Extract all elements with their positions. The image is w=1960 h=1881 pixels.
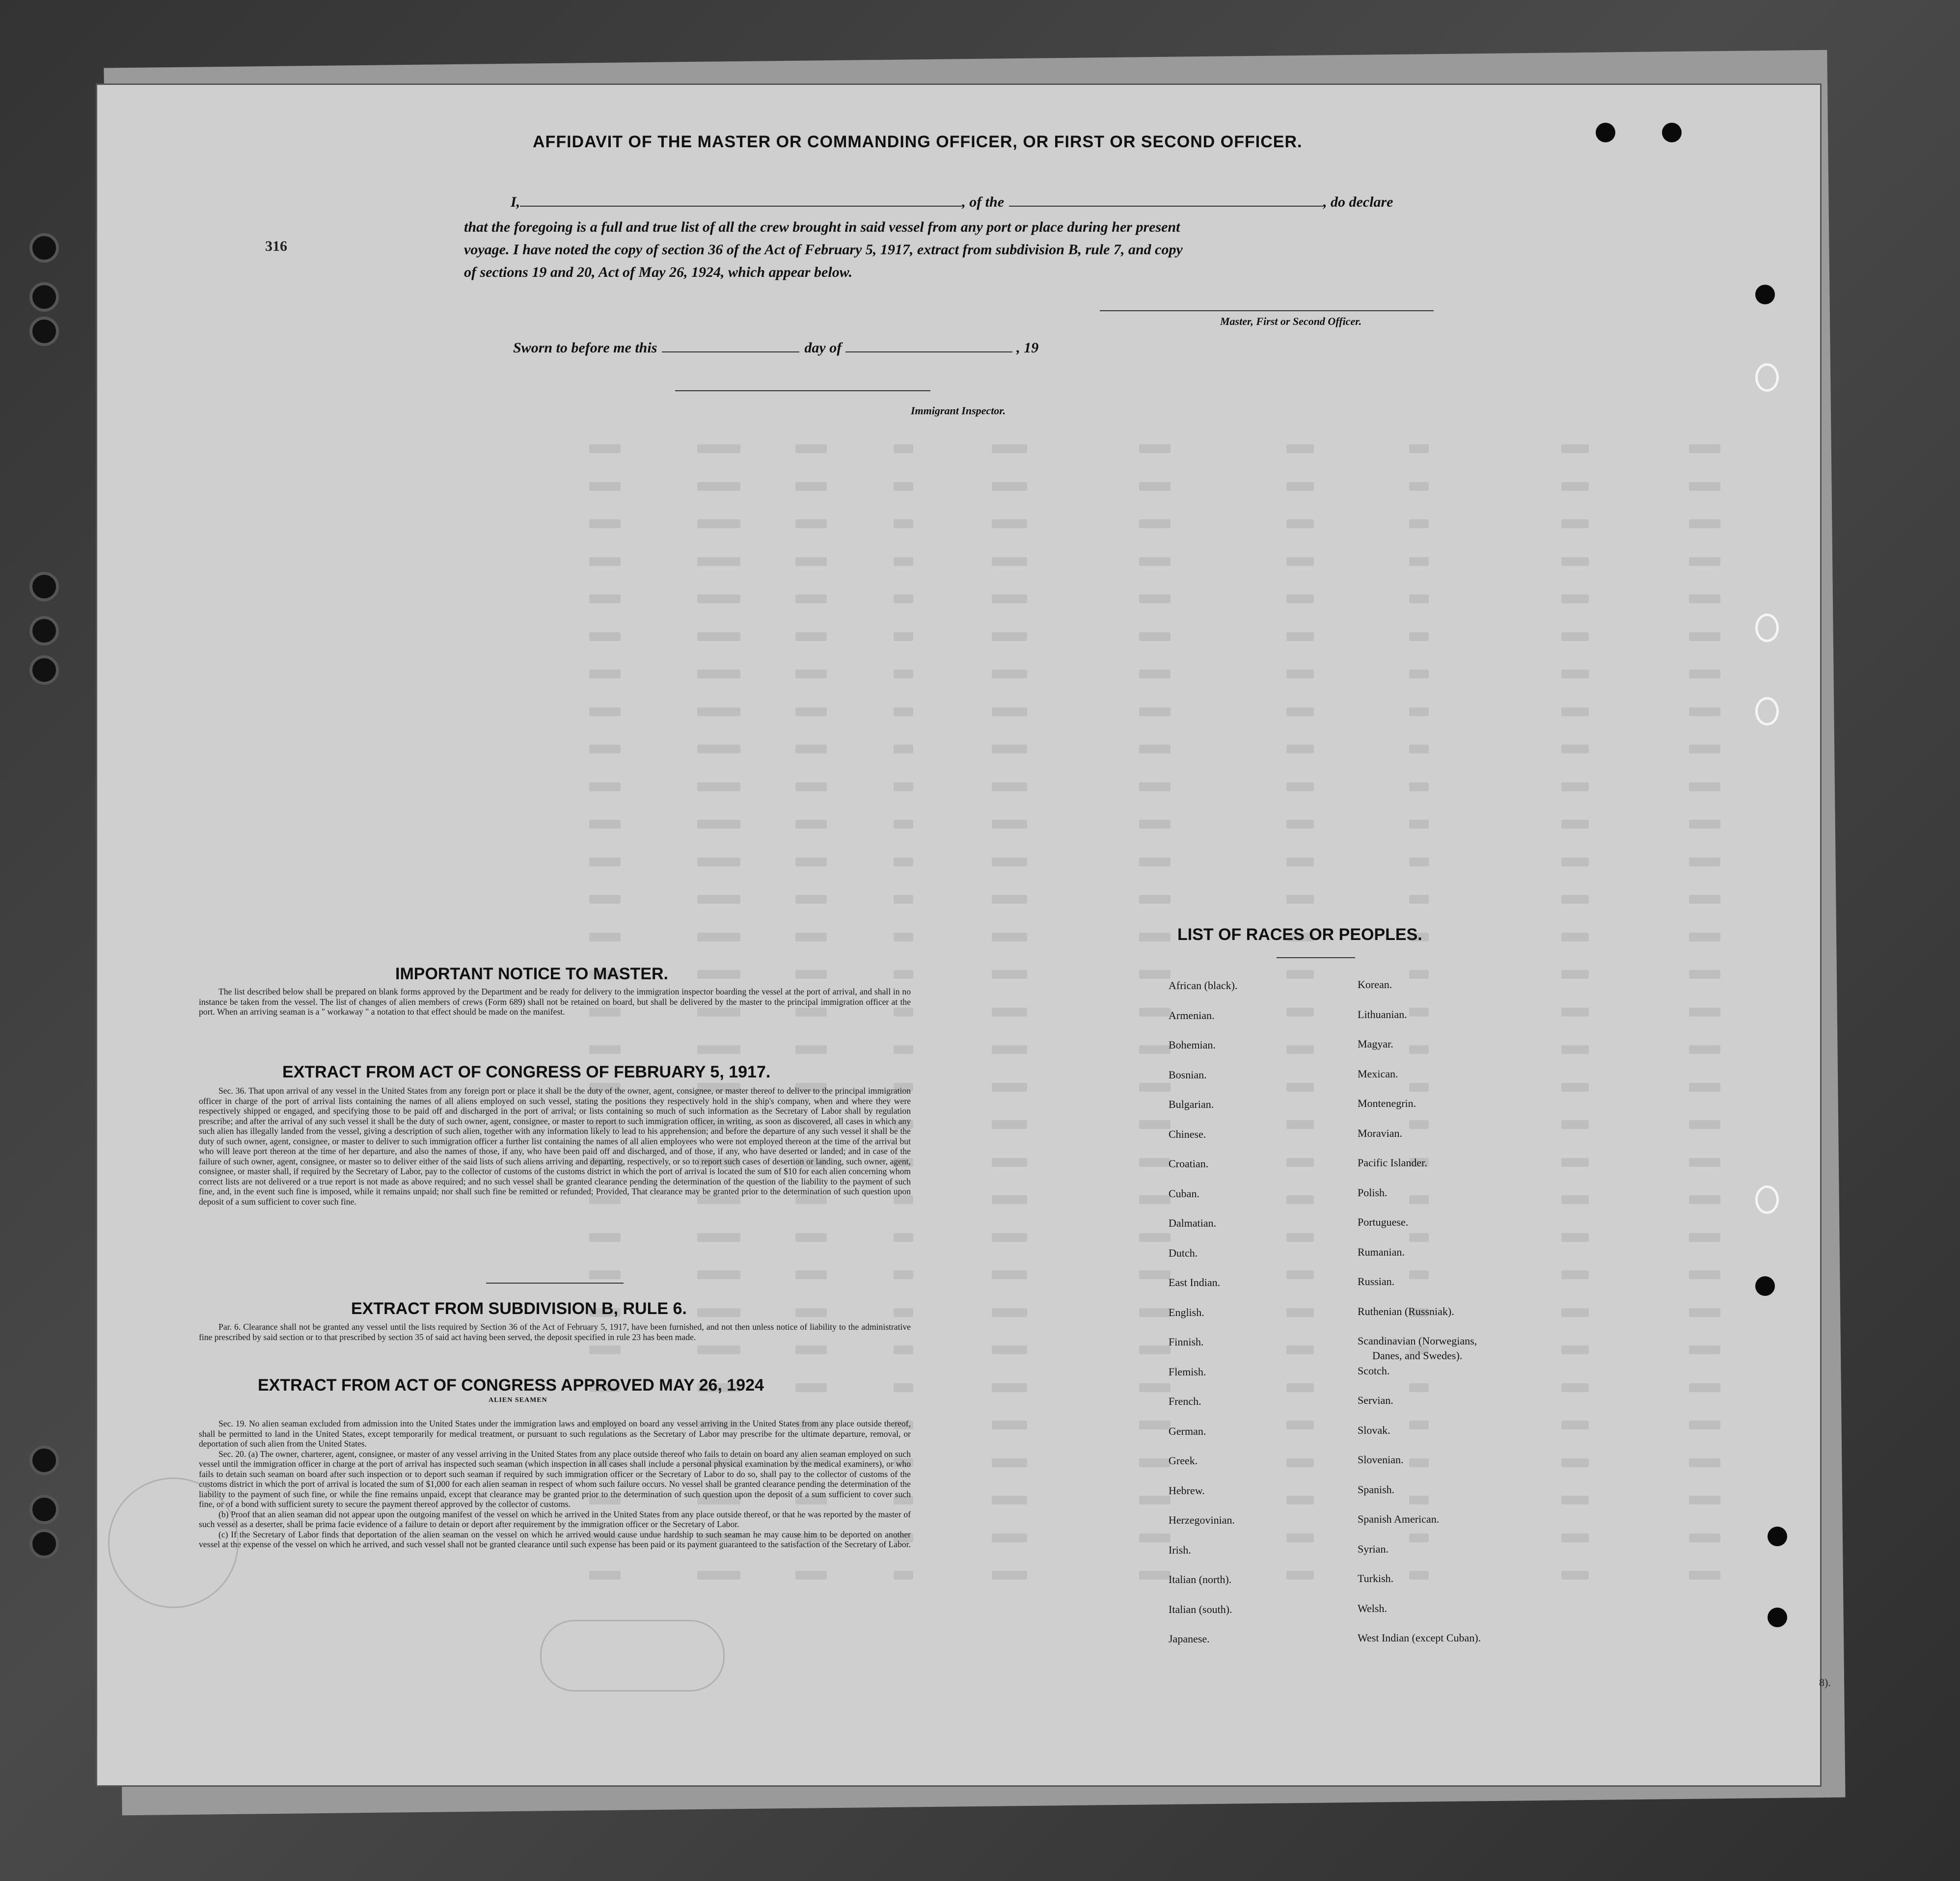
- race-item: Turkish.: [1358, 1572, 1394, 1585]
- sworn-prefix: Sworn to before me this: [513, 340, 657, 356]
- race-item: Bosnian.: [1169, 1068, 1207, 1081]
- punch-hole: [1596, 123, 1615, 142]
- inspector-signature-line: [675, 390, 930, 391]
- race-item: Slovenian.: [1358, 1453, 1404, 1466]
- race-item: Greek.: [1169, 1454, 1198, 1467]
- race-item: Ruthenian (Russniak).: [1358, 1305, 1454, 1317]
- punch-hole: [29, 317, 59, 346]
- sworn-year: , 19: [1016, 340, 1039, 356]
- reinforcement-ring: [1755, 697, 1779, 726]
- rule6-title: EXTRACT FROM SUBDIVISION B, RULE 6.: [351, 1299, 687, 1318]
- race-item: Mexican.: [1358, 1067, 1398, 1080]
- race-item: Croatian.: [1169, 1157, 1209, 1170]
- notice-body: The list described below shall be prepared on blank forms approved by the Department and be ready for delivery to the immigration inspector boarding the vessel at the port of arrival, and shall in no instance be taken from the vessel. The list of changes of alien members of crews (Form 689) shall not be retained on board, but shall be delivered by the master to the principal immigration officer at the port. When an arriving seaman is a " workaway " a notation to that effect should be made on the manifest.: [199, 987, 911, 1017]
- race-item: Russian.: [1358, 1275, 1395, 1288]
- rule6-body: Par. 6. Clearance shall not be granted any vessel until the lists required by Section 36 of the Act of February 5, 1917, have been furnished, and not then unless notice of liability to the administrative fine prescribed by said section or to that prescribed by section 35 of said act having been served, the deposit specified in rule 23 has been made.: [199, 1322, 911, 1342]
- punch-hole: [29, 1446, 59, 1475]
- race-item: Dutch.: [1169, 1246, 1198, 1259]
- race-item: African (black).: [1169, 979, 1238, 992]
- punch-hole: [1768, 1608, 1787, 1627]
- affidavit-declare-line: [511, 194, 1393, 211]
- race-item: Rumanian.: [1358, 1245, 1405, 1258]
- race-item: Hebrew.: [1169, 1484, 1205, 1497]
- signature-caption: Master, First or Second Officer.: [1220, 315, 1362, 327]
- officer-name-blank: [520, 206, 962, 207]
- reinforcement-ring: [1755, 363, 1779, 392]
- race-item: Pacific Islander.: [1358, 1156, 1427, 1169]
- punch-hole: [1662, 123, 1682, 142]
- race-item: Syrian.: [1358, 1542, 1388, 1555]
- signature-line: [1100, 310, 1434, 311]
- sworn-day-blank: [662, 351, 799, 352]
- race-item: Scandinavian (Norwegians,: [1358, 1335, 1477, 1347]
- section-divider: [486, 1283, 624, 1284]
- race-item: Irish.: [1169, 1543, 1191, 1556]
- seal-stamp: [108, 1478, 239, 1608]
- notice-title: IMPORTANT NOTICE TO MASTER.: [395, 965, 668, 983]
- act1917-body: Sec. 36. That upon arrival of any vessel in the United States from any foreign port or place it shall be the duty of the owner, agent, consignee, or master thereof to deliver to the principal immigration officer in charge of the port of arrival lists containing the names of all aliens employed on such vessel, stating the positions they respectively hold in the ship's company, when and where they were respectively shipped or engaged, and specifying those to be paid off and discharged in the port of arrival; or lists containing so much of such information as the Secretary of Labor shall by regulation prescribe; and after the arrival of any such vessel it shall be the duty of such owner, agent, consignee, or master to report to such immigration officer, in writing, as soon as discovered, all cases in which any such alien has illegally landed from the vessel, giving a description of such alien, together with any information likely to lead to his apprehension; and before the departure of any such vessel it shall be the duty of such owner, agent, consignee, or master to deliver to such immigration officer a further list containing the names of all alien employees who were not employed thereon at the time of the arrival but who will leave port thereon at the time of her departure, and also the names of those, if any, who have been paid off and discharged, and of those, if any, who have deserted or landed; and in case of the failure of such owner, agent, consignee, or master so to deliver either of the said lists of such aliens arriving and departing, respectively, or so to report such cases of desertion or landing, such owner, agent, consignee, or master shall, if required by the Secretary of Labor, pay to the collector of customs of the customs district in which the port of arrival is located the sum of $10 for each alien concerning whom correct lists are not delivered or a true report is not made as above required; and no such vessel shall be granted clearance pending the determination of the question of the liability to the payment of such fine, and, in the event such fine is imposed, while it remains unpaid; nor shall such fine be remitted or refunded; Provided, That clearance may be granted prior to the determination of such question upon deposit of a sum sufficient to cover such fine.: [199, 1086, 911, 1207]
- act1924-sec20a: Sec. 20. (a) The owner, charterer, agent, consignee, or master of any vessel arriving in the United States from any place outside thereof who fails to detain on board any alien seaman employed on such vessel until the immigration officer in charge at the port of arrival has inspected such seaman (which inspection in all cases shall include a personal physical examination by the medical examiners), or who fails to detain such seaman on board after such inspection or to deport such seaman if required by such immigration officer or the Secretary of Labor to do so, shall pay to the collector of customs of the customs district in which the port of arrival is located the sum of $1,000 for each alien seaman in respect of whom such failure occurs. No vessel shall be granted clearance pending the determination of the liability to the payment of such fine, or while the fine remains unpaid, except that clearance may be granted prior to the determination of such question upon the deposit of a sum sufficient to cover such fine, or of a bond with sufficient surety to secure the payment thereof approved by the collector of customs.: [199, 1449, 911, 1509]
- race-item: Polish.: [1358, 1186, 1388, 1199]
- affidavit-line-2: that the foregoing is a full and true list of all the crew brought in said vessel from any port or place during her present: [464, 219, 1180, 235]
- race-item: Flemish.: [1169, 1365, 1206, 1378]
- race-item: Servian.: [1358, 1394, 1393, 1406]
- race-item: Herzegovinian.: [1169, 1514, 1235, 1526]
- race-item: Japanese.: [1169, 1633, 1210, 1645]
- race-item: Lithuanian.: [1358, 1008, 1407, 1021]
- sworn-month-blank: [845, 351, 1012, 352]
- race-item: Montenegrin.: [1358, 1097, 1416, 1109]
- punch-hole: [29, 1529, 59, 1559]
- race-item: Italian (south).: [1169, 1603, 1232, 1615]
- corner-mark: 8).: [1819, 1676, 1831, 1689]
- affidavit-i-label: I,: [511, 194, 520, 210]
- act1924-body: [199, 1419, 911, 1550]
- punch-hole: [29, 616, 59, 645]
- race-item: Magyar.: [1358, 1038, 1393, 1050]
- act1924-title: EXTRACT FROM ACT OF CONGRESS APPROVED MAY 26, 1924: [258, 1376, 764, 1395]
- punch-hole: [29, 233, 59, 263]
- act1924-sec20c: (c) If the Secretary of Labor finds that deportation of the alien seaman on the vessel on which he arrived would cause undue hardship to such seaman he may cause him to be deported on another vessel at the expense of the vessel on which he arrived, and such vessel shall not be granted clearance until such expense has been paid or its payment guaranteed to the satisfaction of the Secretary of Labor.: [199, 1529, 911, 1549]
- sworn-day-of: day of: [804, 340, 842, 356]
- race-item: Welsh.: [1358, 1602, 1387, 1614]
- race-item: French.: [1169, 1395, 1201, 1407]
- race-item: Bohemian.: [1169, 1039, 1216, 1051]
- race-item: Scotch.: [1358, 1364, 1390, 1377]
- inspector-caption: Immigrant Inspector.: [911, 404, 1006, 417]
- act1924-sec20b: (b) Proof that an alien seaman did not appear upon the outgoing manifest of the vessel on which he arrived in the United States from any place outside thereof, or that he was reported by the master of such vessel as a deserter, shall be prima facie evidence of a failure to detain or deport after requirement by the immigration officer or the Secretary of Labor.: [199, 1509, 911, 1529]
- race-item: Armenian.: [1169, 1009, 1215, 1021]
- race-item: West Indian (except Cuban).: [1358, 1632, 1481, 1644]
- races-title: LIST OF RACES OR PEOPLES.: [1177, 925, 1422, 944]
- act1924-sec19: Sec. 19. No alien seaman excluded from admission into the United States under the immigration laws and employed on board any vessel arriving in the United States from any place outside thereof, shall be permitted to land in the United States, except temporarily for medical treatment, or pursuant to such regulations as the Secretary of Labor may prescribe for the ultimate departure, removal, or deportation of such alien from the United States.: [199, 1419, 911, 1449]
- act1917-title: EXTRACT FROM ACT OF CONGRESS OF FEBRUARY 5, 1917.: [282, 1063, 771, 1081]
- race-item: Danes, and Swedes).: [1372, 1349, 1463, 1362]
- margin-mark: 316: [265, 238, 287, 254]
- race-item: Chinese.: [1169, 1128, 1206, 1140]
- affidavit-line-4: of sections 19 and 20, Act of May 26, 1924, which appear below.: [464, 264, 853, 280]
- race-item: Korean.: [1358, 978, 1392, 991]
- punch-hole: [1755, 1276, 1775, 1296]
- affidavit-of-the-label: , of the: [962, 194, 1005, 210]
- race-item: Slovak.: [1358, 1424, 1390, 1436]
- sworn-line: [513, 340, 1038, 356]
- race-item: Italian (north).: [1169, 1573, 1232, 1585]
- race-item: Bulgarian.: [1169, 1098, 1214, 1110]
- race-item: Dalmatian.: [1169, 1217, 1217, 1229]
- race-item: Moravian.: [1358, 1127, 1403, 1139]
- punch-hole: [1755, 285, 1775, 304]
- races-title-underline: [1277, 957, 1355, 958]
- affidavit-declare-label: , do declare: [1323, 194, 1393, 210]
- race-item: German.: [1169, 1424, 1206, 1437]
- punch-hole: [29, 1495, 59, 1524]
- race-item: Spanish American.: [1358, 1513, 1440, 1525]
- race-item: Portuguese.: [1358, 1216, 1409, 1228]
- race-item: English.: [1169, 1306, 1204, 1318]
- punch-hole: [29, 572, 59, 601]
- date-stamp: [540, 1620, 725, 1692]
- reinforcement-ring: [1755, 1185, 1779, 1214]
- race-item: Cuban.: [1169, 1187, 1199, 1200]
- affidavit-line-3: voyage. I have noted the copy of section 36 of the Act of February 5, 1917, extract from subdivision B, rule 7, and copy: [464, 242, 1183, 258]
- race-item: East Indian.: [1169, 1276, 1221, 1289]
- affidavit-title: AFFIDAVIT OF THE MASTER OR COMMANDING OFFICER, OR FIRST OR SECOND OFFICER.: [533, 133, 1303, 151]
- punch-hole: [29, 655, 59, 685]
- punch-hole: [29, 282, 59, 312]
- reinforcement-ring: [1755, 614, 1779, 642]
- vessel-name-blank: [1009, 206, 1323, 207]
- punch-hole: [1768, 1527, 1787, 1546]
- race-item: Spanish.: [1358, 1483, 1395, 1496]
- act1924-subtitle: ALIEN SEAMEN: [489, 1397, 547, 1404]
- race-item: Finnish.: [1169, 1336, 1204, 1348]
